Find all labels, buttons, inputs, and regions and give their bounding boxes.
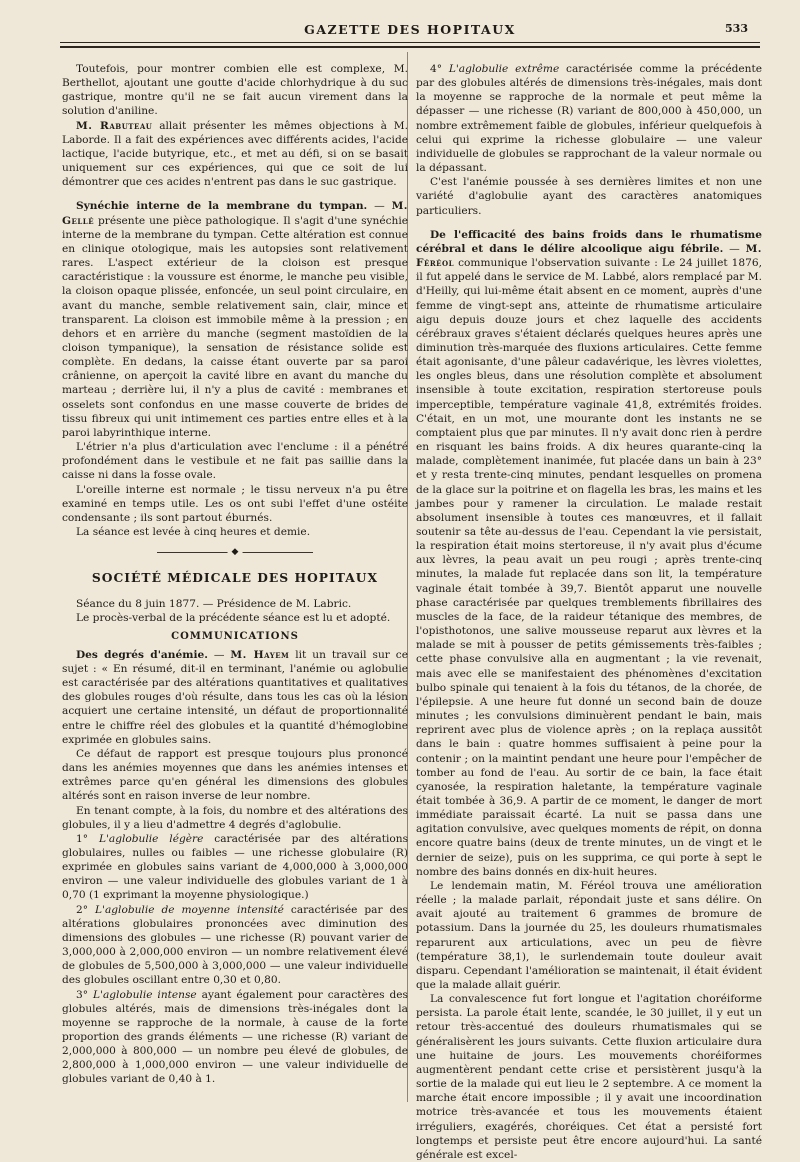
article-heading: Des degrés d'anémie. <box>76 648 208 661</box>
list-item <box>62 988 408 1087</box>
paragraph: En tenant compte, à la fois, du nombre et des altérations des globules, il y a lieu d'admettre 4 degrés d'aglobulie. <box>62 804 408 831</box>
paragraph: Ce défaut de rapport est presque toujours plus prononcé dans les anémies moyennes que dans les anémies intenses et extrêmes parce qu'en général les dimensions des globules altérés sont en raison inverse de leur nombre. <box>62 747 408 803</box>
section-title: SOCIÉTÉ MÉDICALE DES HOPITAUX <box>91 570 379 586</box>
paragraph: L'oreille interne est normale ; le tissu nerveux n'a pu être examiné en temps utile. Les os ont subi l'effet d'une ostéite condensante ; ils sont partout éburnés. <box>62 483 408 524</box>
dash: — <box>723 242 746 255</box>
paragraph-text: communique l'observation suivante : Le 24 juillet 1876, il fut appelé dans le service de M. Labbé, alors remplacé par M. d'Heilly, qui lui-même était absent en ce moment, auprès d'une femme de vingt-sept ans, atteinte de rhumatisme articulaire aigu depuis douze jours et chez laquelle des accidents cérébraux graves s'étaient déclarés quelques heures après une diminution très-marquée des fluxions articulaires. Cette femme était agonisante, d'une pâleur cadavérique, les lèvres violettes, les ongles bleus, dans une résolution complète et absolument insensible à toute excitation, respiration stertoreuse pouls imperceptible, température vaginale 41,8, extrémités froides. C'était, en un mot, une mourante dont les instants ne se comptaient plus que par minutes. Il n'y avait donc rien à perdre en risquant les bains froids. A dix heures quarante-cinq la malade, complètement inanimée, fut placée dans un bain à 23° et y resta trente-cinq minutes, pendant lesquelles on promena de la glace sur la poitrine et on flagella les bras, les mains et les jambes pour y ramener la circulation. Le malade restait absolument insensible à toutes ces manœuvres, et il fallait soutenir sa tête au-dessus de l'eau. Cependant la vie persistait, la respiration était moins stertoreuse, il n'y avait plus d'écume aux lèvres, la peau avait un peu rougi ; après trente-cinq minutes, la malade fut replacée dans son lit, la température vaginale était tombée à 39,7. Bientôt apparut une nouvelle phase caractérisée par quelques tremblements fibrillaires des muscles de la face, de la raideur tétanique des membres, de l'opisthotonos, une salive mousseuse reparut aux lèvres et la malade se mit à pousser de petits gémissements très-faibles ; cette phase convulsive alla en augmentant ; la vie revenait, mais avec elle se manifestaient des phénomènes d'excitation bulbo spinale qui tenaient à la fois du tétanos, de la chorée, de l'épilepsie. A une heure fut donné un second bain de douze minutes ; les convulsions diminuèrent pendant le bain, mais reprirent avec plus de violence après ; on la replaça aussitôt dans le bain : quatre hommes suffisaient à peine pour la contenir ; on la maintint pendant une heure pour l'empêcher de tomber au fond de l'eau. Au sortir de ce bain, la face était cyanosée, la respiration haletante, la température vaginale était tombée à 36,9. A partir de ce moment, le danger de mort immédiate paraissait écarté. La nuit se passa dans une agitation convulsive, avec quelques moments de répit, on donna encore quatre bains (deux de trente minutes, un de vingt et le dernier de seize), puis on les supprima, ce qui porte à sept le nombre des bains donnés en dix-huit heures. <box>416 257 762 878</box>
page-header <box>60 22 760 43</box>
header-rule <box>60 46 760 48</box>
degree-name: L'aglobulie de moyenne intensité <box>95 903 284 916</box>
article-heading: De l'efficacité des bains froids dans le rhumatisme cérébral et dans le délire alcoolique aigu fébrile. <box>416 228 762 255</box>
dash: — <box>367 200 392 213</box>
paragraph: Le lendemain matin, M. Féréol trouva une amélioration réelle ; la malade parlait, répondait juste et sans délire. On avait ajouté au traitement 6 grammes de bromure de potassium. Dans la journée du 25, les douleurs rhumatismales reparurent aux articulations, avec un peu de fièvre (température 38,1), le surlendemain toute douleur avait disparu. Cependant l'amélioration se maintenait, il était évident que la malade allait guérir. <box>416 879 762 991</box>
minutes-line: Le procès-verbal de la précédente séance est lu et adopté. <box>76 612 391 625</box>
paragraph-text: caractérisée par des altérations globulaires, nulles ou faibles — une richesse globulaire (R) exprimée en globules sains variant de 4,000,000 à 3,000,000 environ — une valeur individuelle des globules variant de 1 à 0,70 (1 exprimant la moyenne physiologique.) <box>62 832 409 902</box>
paragraph-text: caractérisée comme la précédente par des globules altérés de dimensions très-inégales, mais dont la moyenne se rapproche de la normale et peut même la dépasser — une richesse (R) variant de 800,000 à 450,000, un nombre extrêmement faible de globules, inférieur quelquefois à celui qui exprime la richesse globulaire — une valeur individuelle de globules se rapprochant de la valeur normale ou la dépassant. <box>416 63 763 175</box>
item-number: 2° <box>76 903 89 916</box>
paragraph <box>62 199 408 440</box>
list-item <box>62 903 408 988</box>
article-heading: Synéchie interne de la membrane du tympan. <box>76 200 368 213</box>
ornament-glyph: ◆ <box>228 545 243 559</box>
paragraph-text: caractérisée par des altérations globulaires prononcées avec diminution des dimensions des globules — une richesse (R) pouvant varier de 3,000,000 à 2,000,000 environ — un nombre relativement élevé de globules de 5,500,000 à 3,000,000 — une valeur individuelle des globules oscillant entre 0,30 et 0,80. <box>62 903 408 987</box>
paragraph-text: allait présenter les mêmes objections à M. Laborde. Il a fait des expériences avec différents acides, l'acide lactique, l'acide butyrique, etc., et met au défi, si on se basait uniquement sur ces expériences, qui que ce soit de lui démontrer que ces acides n'entrent pas dans le suc gastrique. <box>62 119 408 189</box>
speaker-name: M. Féréol <box>416 242 762 270</box>
running-title: GAZETTE DES HOPITAUX <box>304 22 516 37</box>
left-column <box>62 62 408 1087</box>
paragraph <box>416 228 762 879</box>
paragraph: Toutefois, pour montrer combien elle est complexe, M. Berthellot, ajoutant une goutte d'acide chlorhydrique à du suc gastrique, montre qu'il ne se fait aucun virement dans la solution d'aniline. <box>62 63 408 118</box>
paragraph: La séance est levée à cinq heures et demie. <box>76 526 311 538</box>
page-number: 533 <box>725 22 748 35</box>
item-number: 3° <box>76 988 89 1001</box>
degree-name: L'aglobulie légère <box>98 832 204 845</box>
paragraph: C'est l'anémie poussée à ses dernières limites et non une variété d'aglobulie ayant des caractères anatomiques particuliers. <box>416 176 762 217</box>
speaker-name: M. Hayem <box>230 648 290 661</box>
item-number: 4° <box>430 63 443 75</box>
subsection-title: COMMUNICATIONS <box>171 630 299 642</box>
paragraph <box>62 119 408 190</box>
item-number: 1° <box>76 832 89 845</box>
ornament-divider <box>62 545 408 559</box>
speaker-name: M. Gellé <box>62 200 408 227</box>
dash: — <box>207 648 231 661</box>
paragraph-text: lit un travail sur ce sujet : « En résumé, dit-il en terminant, l'anémie ou aglobulie est caractérisée par des altérations quantitatives et qualitatives des globules rouges d'où résulte, dans tous les cas où la lésion acquiert une certaine intensité, un défaut de proportionnalité entre le chiffre réel des globules et la quantité d'hémoglobine exprimée en globules sains. <box>62 648 409 746</box>
paragraph: L'étrier n'a plus d'articulation avec l'enclume : il a pénétré profondément dans le vestibule et ne fait pas saillie dans la caisse ni dans la fosse ovale. <box>62 441 408 482</box>
speaker-name: M. Rabuteau <box>76 119 153 132</box>
paragraph-text: ayant également pour caractères des globules altérés, mais de dimensions très-inégales dont la moyenne se rapproche de la normale, à cause de la forte proportion des grands éléments — une richesse (R) variant de 2,000,000 à 800,000 — un nombre peu élevé de globules, de 2,800,000 à 1,000,000 environ — une valeur individuelle de globules variant de 0,40 à 1. <box>62 988 408 1086</box>
list-item <box>62 832 408 903</box>
right-column <box>416 62 762 1162</box>
degree-name: L'aglobulie intense <box>93 988 197 1001</box>
paragraph: La convalescence fut fort longue et l'agitation choréiforme persista. La parole était lente, scandée, le 30 juillet, il y eut un retour très-accentué des douleurs rhumatismales qui se généralisèrent les jours suivants. Cette fluxion articulaire dura une huitaine de jours. Les mouvements choréiformes augmentèrent pendant cette crise et persistèrent jusqu'à la sortie de la malade qui eut lieu le 2 septembre. A ce moment la marche était encore impossible ; il y avait une incoordination motrice très-avancée et tous les mouvements étaient irréguliers, exagérés, choréiques. Cet état a persisté fort longtemps et persiste peut être encore aujourd'hui. La santé générale est excel- <box>416 993 762 1161</box>
degree-name: L'aglobulie extrême <box>448 63 560 75</box>
paragraph <box>62 648 408 747</box>
list-item <box>416 62 762 175</box>
session-line: Séance du 8 juin 1877. — Présidence de M. Labric. <box>76 598 352 611</box>
paragraph-text: présente une pièce pathologique. Il s'agit d'une synéchie interne de la membrane du tympan. Cette altération est connue en clinique otologique, mais les autopsies sont relativement rares. L'aspect extérieur de la cloison est presque caractéristique : la voussure est énorme, le manche peu visible, la cloison opaque plissée, enfoncée, un seul point circulaire, en avant du manche, semble relativement sain, clair, mince et transparent. La cloison est immobile même à la pression ; en dehors et en arrière du manche (segment mastoïdien de la cloison tympanique), la sensation de résistance solide est complète. En dedans, la caisse étant ouverte par sa paroi crânienne, on aperçoit la cavité libre en avant du manche du marteau ; derrière lui, il n'y a plus de cavité : membranes et osselets sont confondus en une masse couverte de brides de tissu fibreux qui unit intimement ces parties entre elles et à la paroi labyrinthique interne. <box>62 214 409 439</box>
